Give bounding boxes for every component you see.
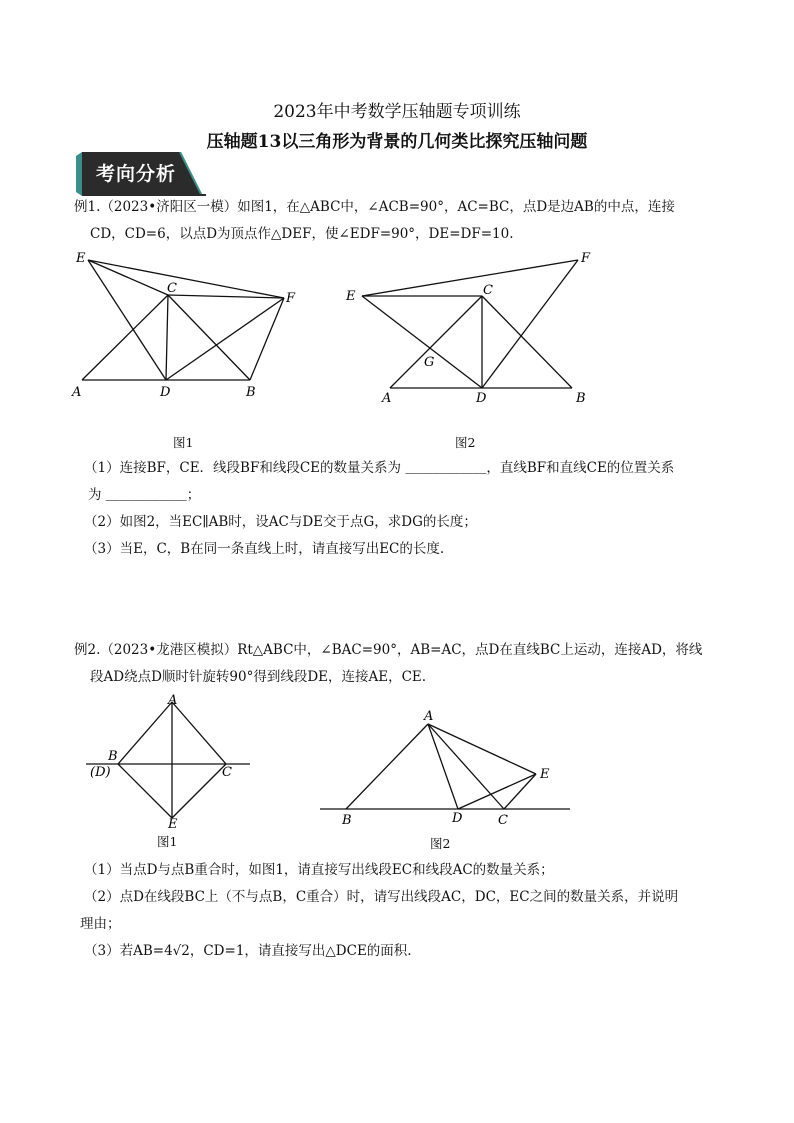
label-f: F — [581, 251, 591, 266]
example1-line1: 例1.（2023•济阳区一模）如图1，在△ABC中，∠ACB=90°，AC=BC，点D是边AB的中点，连接 — [74, 199, 675, 215]
label-b: B — [576, 391, 586, 406]
label-d: D — [476, 391, 487, 406]
document-subtitle: 压轴题13以三角形为背景的几何类比探究压轴问题 — [206, 132, 588, 152]
example1-figure2-caption: 图2 — [455, 435, 476, 450]
label-e: E — [168, 817, 178, 829]
example1-statement — [74, 194, 734, 248]
label-d: D — [452, 811, 463, 826]
label-f: F — [286, 291, 296, 306]
label-e: E — [540, 767, 550, 782]
example2-figure2 — [318, 704, 578, 829]
document-title: 2023年中考数学压轴题专项训练 — [273, 102, 521, 122]
label-c: C — [498, 813, 508, 828]
example2-q1: （1）当点D与点B重合时，如图1，请直接写出线段EC和线段AC的数量关系； — [84, 862, 554, 878]
example2-line1: 例2.（2023•龙港区模拟）Rt△ABC中，∠BAC=90°，AB=AC，点D在直线BC上运动，连接AD，将线 — [74, 642, 703, 658]
label-c: C — [483, 283, 493, 298]
example1-figure1 — [68, 250, 308, 410]
example2-questions — [80, 857, 744, 965]
label-a: A — [382, 391, 392, 406]
example1-q1-line1: （1）连接BF，CE．线段BF和线段CE的数量关系为 ＿＿＿＿＿＿，直线BF和直线CE的位置关系 — [84, 460, 675, 476]
example2-figure1-caption: 图1 — [157, 834, 178, 849]
example1-q3: （3）当E，C，B在同一条直线上时，请直接写出EC的长度. — [84, 541, 445, 557]
label-b: B — [342, 813, 352, 828]
label-e: E — [76, 251, 86, 266]
example2-figure2-caption: 图2 — [430, 836, 451, 851]
label-g: G — [424, 355, 435, 370]
label-b: B — [108, 749, 118, 764]
label-a: A — [424, 709, 434, 724]
example2-figure1 — [86, 694, 256, 829]
label-c: C — [167, 281, 177, 296]
example2-q3: （3）若AB=4√2，CD=1，请直接写出△DCE的面积. — [84, 943, 412, 959]
label-b: B — [246, 385, 256, 400]
example2-q2-line1: （2）点D在线段BC上（不与点B，C重合）时，请写出线段AC，DC，EC之间的数量关系，并说明 — [84, 889, 679, 905]
label-d: (D) — [90, 765, 111, 780]
example1-figure2 — [340, 248, 600, 408]
example1-q2: （2）如图2，当EC∥AB时，设AC与DE交于点G，求DG的长度； — [84, 514, 477, 530]
example2-q2-line2: 理由； — [80, 916, 121, 932]
example1-figure1-caption: 图1 — [173, 435, 194, 450]
label-d: D — [160, 385, 171, 400]
label-a: A — [72, 385, 82, 400]
example2-statement — [74, 637, 734, 691]
example1-questions — [84, 455, 744, 563]
example1-line2: CD，CD=6，以点D为顶点作△DEF，使∠EDF=90°，DE=DF=10. — [90, 226, 514, 242]
example1-q1-line2: 为 ＿＿＿＿＿＿； — [88, 487, 201, 503]
section-banner-label: 考向分析 — [96, 163, 177, 185]
label-a: A — [168, 694, 178, 708]
label-c: C — [222, 765, 232, 780]
label-e: E — [346, 289, 356, 304]
example2-line2: 段AD绕点D顺时针旋转90°得到线段DE，连接AE，CE. — [90, 669, 427, 685]
